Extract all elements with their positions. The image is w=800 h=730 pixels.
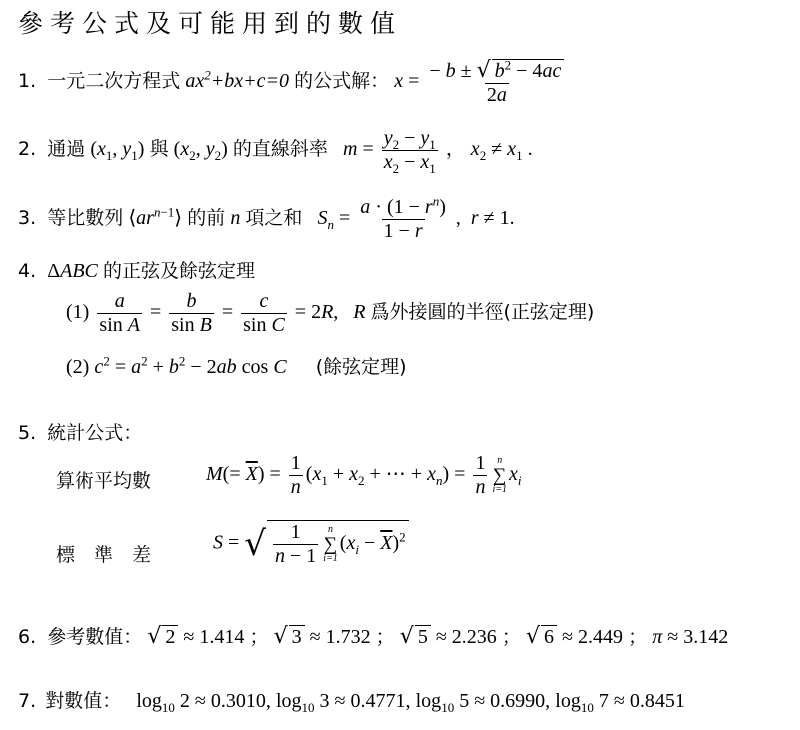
item-number: 6. xyxy=(18,626,37,648)
sub-number: (2) xyxy=(66,356,90,378)
item-label-suffix: 的公式解： xyxy=(294,70,390,93)
log-value: $\log_{10} 2 \approx 0.3010$, xyxy=(136,690,271,715)
item-label: 對數值： xyxy=(45,690,122,712)
quadratic-equation: $ax^2+bx+c=0$ xyxy=(185,67,289,93)
page-title: 參考公式及可能用到的數值 xyxy=(18,9,403,38)
formula-item-1 xyxy=(18,58,569,107)
item-number: 3. xyxy=(18,207,37,230)
item-label: 的正弦及餘弦定理 xyxy=(102,260,255,282)
item-label-b: 與 xyxy=(149,138,169,161)
series-sum-formula: $S_n$ = $\frac{a \cdot (1 - r^n)}{1 - r}$ , r ≠ 1. xyxy=(317,193,515,242)
formula-item-6: 6. 參考數值： √ 2 ≈ 1.414 ； √ 3 ≈ 1.732 ； √ 5 ≈ 2.236 ； √ 6 ≈ 2.449 ； π ≈ 3.142 xyxy=(18,624,729,649)
std-formula: S = √ $\frac{1}{n - 1}$ n ∑ i=1 $(x_i - \overline{X})^2$ xyxy=(213,520,409,568)
cosines-formula: $c^2 = a^2 + b^2 - 2ab$ cos C xyxy=(94,353,287,378)
log-value: $\log_{10} 3 \approx 0.4771$, xyxy=(275,690,411,715)
sqrt-value: √ 3 ≈ 1.732 xyxy=(273,624,371,649)
item-label-a: 等比數列 xyxy=(47,207,124,230)
sqrt-value: √ 2 ≈ 1.414 xyxy=(147,624,245,649)
sub-note: 爲外接圓的半徑(正弦定理) xyxy=(370,301,595,324)
formula-item-7 xyxy=(18,686,685,713)
item-label-b: 的前 xyxy=(187,207,226,230)
sqrt-value: √ 5 ≈ 2.236 xyxy=(399,624,497,649)
log-value: $\log_{10} 5 \approx 0.6990$, xyxy=(415,690,551,715)
item-label-a: 通過 xyxy=(47,138,86,161)
mean-formula: $M(= \overline{X})$ = $\frac{1}{n}$ ($x_1 + x_2$ + ⋯ + $x_n$) = $\frac{1}{n}$ n ∑ i=1 $x_i$ xyxy=(206,452,522,498)
geometric-sequence: $⟨ar^{n-1}⟩$ xyxy=(128,204,183,230)
sub-number: (1) xyxy=(66,301,90,324)
formula-item-2 xyxy=(18,127,533,174)
triangle-symbol: ΔABC xyxy=(47,260,98,282)
log-value: $\log_{10} 7 \approx 0.8451$ xyxy=(555,690,685,715)
pi-value: π ≈ 3.142 xyxy=(652,626,729,648)
item-label-c: 的直線斜率 xyxy=(232,138,328,161)
item-number: 2. xyxy=(18,138,37,161)
term-count: n xyxy=(230,207,241,230)
sines-formula: $\frac{a}{\text{sin A}}$ = $\frac{b}{\text{sin B}}$ = $\frac{c}{\text{sin C}}$ = 2R, R xyxy=(99,290,366,336)
formula-item-5 xyxy=(18,418,142,445)
point-2: ($x_2$, $y_2$) xyxy=(173,138,228,164)
item-number: 1. xyxy=(18,70,37,93)
point-1: ($x_1$, $y_1$) xyxy=(90,138,145,164)
sub-note: (餘弦定理) xyxy=(315,356,407,378)
item-number: 4. xyxy=(18,260,37,282)
law-of-cosines xyxy=(66,352,407,379)
slope-formula: m = $\frac{y_2 - y_1}{x_2 - x_1}$ ， $x_2 \ne x_1$ . xyxy=(343,127,533,176)
law-of-sines xyxy=(66,290,594,337)
std-label: 標 準 差 xyxy=(56,544,152,566)
item-label: 參考數值： xyxy=(47,626,143,648)
formula-item-4 xyxy=(18,256,255,283)
formula-item-3 xyxy=(18,193,515,243)
quadratic-formula: x = $\frac{- b \pm √ b^2 - 4ac}{2a}$ xyxy=(394,70,569,92)
item-number: 5. xyxy=(18,422,37,444)
item-label-c: 項之和 xyxy=(245,207,303,230)
sqrt-value: √ 6 ≈ 2.449 xyxy=(526,624,624,649)
item-label: 一元二次方程式 xyxy=(47,70,181,93)
item-number: 7. xyxy=(18,690,37,712)
item-label: 統計公式： xyxy=(47,422,143,444)
mean-label: 算術平均數 xyxy=(56,470,152,492)
